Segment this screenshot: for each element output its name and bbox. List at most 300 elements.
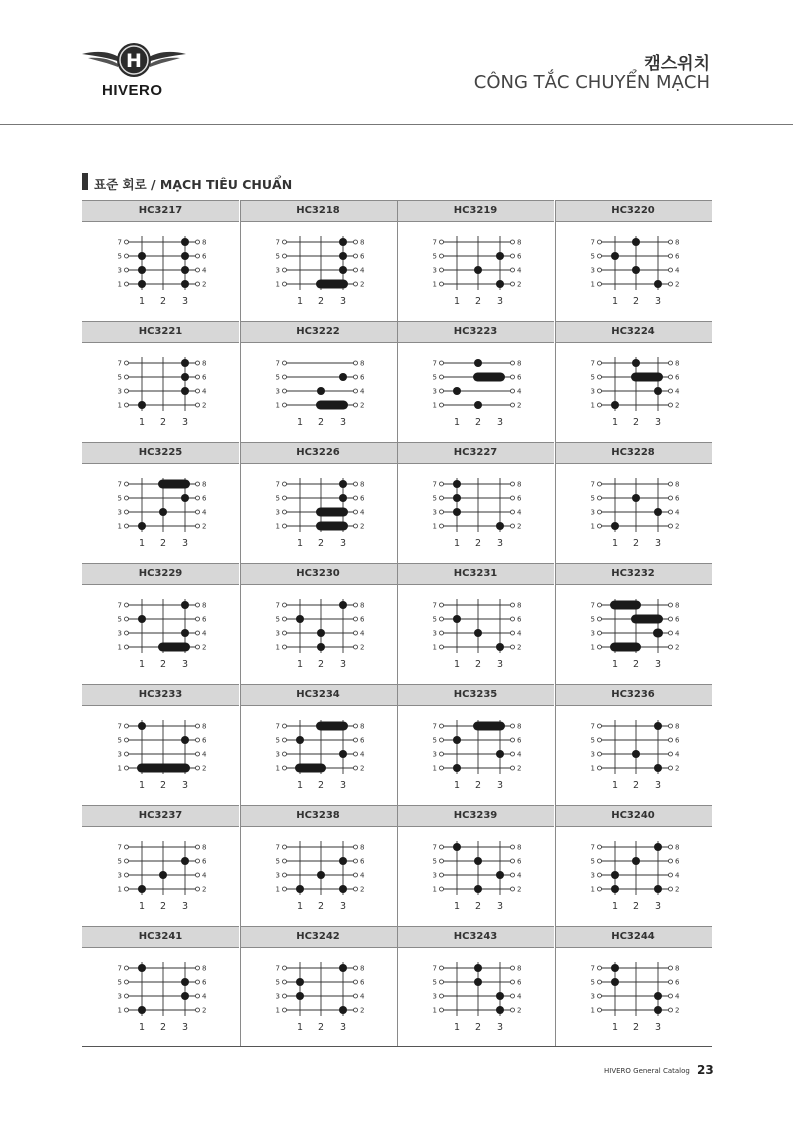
- position-number: 2: [159, 417, 167, 428]
- contact-dot: [181, 494, 189, 502]
- contact-bridge: [631, 615, 663, 624]
- terminal-number-right: 2: [674, 401, 679, 410]
- terminal-left: [597, 510, 601, 514]
- terminal-number-left: 1: [590, 885, 595, 894]
- circuit-code: HC3242: [240, 926, 397, 948]
- terminal-right: [668, 873, 672, 877]
- contact-dot: [496, 643, 504, 651]
- terminal-left: [597, 361, 601, 365]
- terminal-number-left: 1: [590, 280, 595, 289]
- terminal-number-right: 8: [202, 843, 207, 852]
- terminal-number-right: 4: [202, 871, 207, 880]
- terminal-number-left: 5: [275, 978, 280, 987]
- position-number: 1: [138, 417, 146, 428]
- contact-dot: [339, 252, 347, 260]
- terminal-left: [282, 645, 286, 649]
- terminal-left: [597, 994, 601, 998]
- position-number: 3: [654, 780, 661, 791]
- terminal-number-left: 1: [117, 764, 122, 773]
- position-number: 1: [138, 1022, 146, 1033]
- terminal-right: [196, 859, 200, 863]
- circuit-diagram: [555, 464, 712, 563]
- contact-bridge: [316, 508, 348, 517]
- terminal-left: [282, 724, 286, 728]
- contact-dot: [496, 1006, 504, 1014]
- terminal-number-left: 5: [275, 857, 280, 866]
- position-number: 1: [296, 1022, 303, 1033]
- terminal-number-right: 2: [359, 522, 364, 531]
- terminal-number-left: 5: [275, 736, 280, 745]
- terminal-number-left: 1: [275, 401, 280, 410]
- terminal-left: [125, 254, 129, 258]
- terminal-left: [125, 496, 129, 500]
- terminal-right: [196, 724, 200, 728]
- terminal-right: [196, 1008, 200, 1012]
- contact-dot: [296, 885, 304, 893]
- position-number: 3: [654, 296, 661, 307]
- terminal-number-right: 6: [674, 857, 679, 866]
- terminal-number-left: 3: [117, 629, 122, 638]
- terminal-number-right: 8: [202, 601, 207, 610]
- terminal-left: [440, 254, 444, 258]
- position-number: 1: [453, 901, 461, 912]
- terminal-right: [196, 873, 200, 877]
- circuit-diagram-svg: [555, 948, 712, 1047]
- column-separator: [555, 200, 556, 1046]
- terminal-number-right: 4: [359, 387, 364, 396]
- contact-dot: [496, 280, 504, 288]
- circuit-cell: [555, 805, 712, 926]
- contact-dot: [181, 266, 189, 274]
- circuit-code: HC3229: [82, 563, 239, 585]
- terminal-number-left: 3: [117, 508, 122, 517]
- terminal-left: [440, 966, 444, 970]
- circuit-code: HC3237: [82, 805, 239, 827]
- terminal-left: [125, 859, 129, 863]
- terminal-right: [196, 524, 200, 528]
- circuit-cell: [240, 684, 397, 805]
- terminal-number-right: 8: [202, 722, 207, 731]
- circuit-code: HC3218: [240, 200, 397, 222]
- circuit-code: HC3236: [555, 684, 712, 706]
- circuit-diagram: [397, 464, 554, 563]
- terminal-left: [282, 966, 286, 970]
- terminal-left: [440, 403, 444, 407]
- terminal-number-left: 1: [432, 522, 437, 531]
- circuit-code: HC3228: [555, 442, 712, 464]
- terminal-number-right: 8: [517, 601, 522, 610]
- terminal-number-left: 3: [590, 387, 595, 396]
- circuit-code: HC3240: [555, 805, 712, 827]
- terminal-right: [511, 254, 515, 258]
- position-number: 2: [474, 417, 482, 428]
- terminal-number-right: 4: [202, 266, 207, 275]
- circuit-cell: [82, 200, 239, 321]
- terminal-right: [668, 631, 672, 635]
- circuit-diagram-svg: [555, 706, 712, 805]
- terminal-left: [282, 482, 286, 486]
- circuit-diagram: [555, 948, 712, 1047]
- position-number: 1: [138, 780, 146, 791]
- contact-dot: [138, 280, 146, 288]
- terminal-left: [125, 375, 129, 379]
- contact-dot: [296, 736, 304, 744]
- terminal-right: [353, 240, 357, 244]
- position-number: 3: [181, 296, 189, 307]
- terminal-number-right: 2: [359, 1006, 364, 1015]
- contact-bridge: [316, 722, 348, 731]
- terminal-left: [440, 631, 444, 635]
- terminal-right: [668, 1008, 672, 1012]
- section-title: 표준 회로 / MẠCH TIÊU CHUẨN: [94, 177, 293, 192]
- terminal-right: [196, 887, 200, 891]
- terminal-number-left: 3: [275, 992, 280, 1001]
- terminal-right: [353, 994, 357, 998]
- column-separator: [397, 200, 398, 1046]
- terminal-right: [668, 482, 672, 486]
- terminal-right: [353, 738, 357, 742]
- terminal-number-left: 7: [590, 843, 595, 852]
- circuit-cell: [397, 200, 554, 321]
- footer-catalog-name: HIVERO General Catalog: [604, 1067, 690, 1075]
- terminal-left: [440, 645, 444, 649]
- terminal-number-right: 6: [359, 978, 364, 987]
- circuit-cell: [555, 442, 712, 563]
- terminal-left: [440, 375, 444, 379]
- terminal-number-right: 2: [359, 764, 364, 773]
- terminal-number-right: 6: [517, 252, 522, 261]
- position-number: 1: [611, 901, 618, 912]
- contact-dot: [632, 857, 640, 865]
- terminal-left: [440, 738, 444, 742]
- terminal-left: [282, 254, 286, 258]
- terminal-number-right: 2: [359, 401, 364, 410]
- terminal-left: [440, 361, 444, 365]
- terminal-number-left: 3: [432, 750, 437, 759]
- terminal-left: [282, 845, 286, 849]
- position-number: 3: [496, 901, 504, 912]
- contact-dot: [496, 992, 504, 1000]
- terminal-right: [196, 845, 200, 849]
- circuit-cell: [240, 442, 397, 563]
- circuit-diagram-svg: [397, 827, 554, 926]
- contact-dot: [339, 266, 347, 274]
- position-number: 3: [339, 417, 346, 428]
- contact-dot: [474, 401, 482, 409]
- terminal-number-right: 4: [517, 750, 522, 759]
- terminal-left: [597, 375, 601, 379]
- terminal-right: [668, 254, 672, 258]
- circuit-diagram: [82, 464, 239, 563]
- terminal-left: [282, 617, 286, 621]
- terminal-right: [196, 510, 200, 514]
- contact-dot: [611, 522, 619, 530]
- column-separator: [240, 200, 241, 1046]
- terminal-right: [511, 268, 515, 272]
- terminal-number-left: 3: [590, 266, 595, 275]
- position-number: 2: [474, 538, 482, 549]
- contact-dot: [611, 252, 619, 260]
- terminal-number-right: 4: [674, 629, 679, 638]
- terminal-left: [282, 873, 286, 877]
- contact-dot: [296, 992, 304, 1000]
- terminal-number-right: 4: [359, 629, 364, 638]
- terminal-left: [440, 724, 444, 728]
- circuit-code: HC3244: [555, 926, 712, 948]
- terminal-number-right: 8: [674, 359, 679, 368]
- contact-dot: [138, 522, 146, 530]
- terminal-right: [353, 375, 357, 379]
- terminal-number-left: 3: [432, 629, 437, 638]
- position-number: 3: [654, 1022, 661, 1033]
- section-marker: [82, 173, 88, 190]
- terminal-number-left: 5: [432, 736, 437, 745]
- terminal-number-left: 1: [590, 764, 595, 773]
- contact-dot: [339, 1006, 347, 1014]
- circuit-cell: [397, 684, 554, 805]
- contact-bridge: [158, 643, 190, 652]
- terminal-number-right: 4: [674, 266, 679, 275]
- terminal-number-left: 7: [117, 480, 122, 489]
- circuit-diagram-svg: [82, 706, 239, 805]
- contact-dot: [654, 722, 662, 730]
- terminal-right: [353, 403, 357, 407]
- terminal-number-left: 1: [275, 1006, 280, 1015]
- terminal-right: [511, 752, 515, 756]
- terminal-number-left: 7: [590, 722, 595, 731]
- terminal-number-right: 4: [359, 750, 364, 759]
- contact-dot: [339, 885, 347, 893]
- position-number: 3: [181, 417, 189, 428]
- terminal-left: [597, 645, 601, 649]
- terminal-number-right: 8: [202, 480, 207, 489]
- circuit-cell: [555, 321, 712, 442]
- position-number: 2: [632, 1022, 639, 1033]
- terminal-number-right: 2: [674, 280, 679, 289]
- terminal-number-right: 2: [359, 885, 364, 894]
- page-number: 23: [697, 1063, 714, 1077]
- terminal-left: [282, 887, 286, 891]
- circuit-diagram: [555, 827, 712, 926]
- terminal-number-left: 5: [275, 494, 280, 503]
- terminal-number-left: 5: [117, 615, 122, 624]
- terminal-right: [511, 724, 515, 728]
- terminal-right: [668, 375, 672, 379]
- terminal-number-left: 7: [432, 964, 437, 973]
- terminal-number-left: 7: [117, 843, 122, 852]
- position-number: 2: [632, 659, 639, 670]
- terminal-right: [668, 603, 672, 607]
- terminal-number-right: 8: [359, 480, 364, 489]
- position-number: 1: [138, 296, 146, 307]
- terminal-right: [668, 738, 672, 742]
- terminal-left: [597, 873, 601, 877]
- terminal-left: [125, 966, 129, 970]
- terminal-number-right: 6: [359, 252, 364, 261]
- circuit-cell: [397, 563, 554, 684]
- terminal-number-right: 2: [202, 280, 207, 289]
- contact-bridge: [316, 280, 348, 289]
- contact-dot: [654, 764, 662, 772]
- contact-dot: [453, 387, 461, 395]
- terminal-number-right: 6: [674, 373, 679, 382]
- circuit-diagram-svg: [82, 827, 239, 926]
- position-number: 1: [453, 1022, 461, 1033]
- terminal-number-left: 3: [117, 266, 122, 275]
- circuit-cell: [397, 805, 554, 926]
- terminal-right: [196, 966, 200, 970]
- terminal-number-right: 4: [674, 871, 679, 880]
- position-number: 1: [611, 417, 618, 428]
- circuit-diagram: [397, 827, 554, 926]
- terminal-right: [353, 389, 357, 393]
- contact-dot: [181, 629, 189, 637]
- terminal-right: [511, 389, 515, 393]
- circuit-code: HC3235: [397, 684, 554, 706]
- terminal-number-right: 4: [359, 871, 364, 880]
- terminal-number-right: 4: [359, 992, 364, 1001]
- terminal-number-left: 1: [590, 522, 595, 531]
- terminal-right: [353, 645, 357, 649]
- terminal-right: [511, 738, 515, 742]
- terminal-number-right: 2: [202, 764, 207, 773]
- terminal-left: [282, 496, 286, 500]
- circuit-code: HC3238: [240, 805, 397, 827]
- terminal-number-right: 2: [517, 643, 522, 652]
- terminal-left: [440, 496, 444, 500]
- contact-dot: [339, 238, 347, 246]
- position-number: 1: [611, 1022, 618, 1033]
- position-number: 1: [453, 538, 461, 549]
- terminal-right: [353, 282, 357, 286]
- position-number: 2: [317, 901, 324, 912]
- contact-dot: [339, 601, 347, 609]
- circuit-diagram-svg: [82, 222, 239, 321]
- contact-dot: [654, 280, 662, 288]
- position-number: 3: [654, 538, 661, 549]
- terminal-right: [353, 1008, 357, 1012]
- contact-dot: [181, 359, 189, 367]
- terminal-right: [668, 361, 672, 365]
- contact-dot: [181, 373, 189, 381]
- terminal-left: [597, 752, 601, 756]
- terminal-number-right: 8: [359, 238, 364, 247]
- terminal-number-left: 7: [590, 238, 595, 247]
- circuit-diagram: [82, 827, 239, 926]
- terminal-number-left: 5: [590, 615, 595, 624]
- terminal-left: [125, 617, 129, 621]
- terminal-right: [511, 845, 515, 849]
- position-number: 2: [317, 538, 324, 549]
- position-number: 2: [159, 901, 167, 912]
- terminal-right: [196, 389, 200, 393]
- contact-dot: [632, 494, 640, 502]
- terminal-number-left: 3: [275, 266, 280, 275]
- terminal-left: [440, 268, 444, 272]
- terminal-number-left: 5: [590, 978, 595, 987]
- terminal-number-left: 3: [432, 266, 437, 275]
- circuit-diagram: [240, 948, 397, 1047]
- contact-dot: [181, 992, 189, 1000]
- terminal-left: [597, 282, 601, 286]
- position-number: 3: [496, 296, 504, 307]
- terminal-number-left: 7: [275, 964, 280, 973]
- terminal-right: [353, 496, 357, 500]
- terminal-number-left: 3: [590, 750, 595, 759]
- contact-dot: [138, 964, 146, 972]
- terminal-left: [597, 966, 601, 970]
- circuit-code: HC3230: [240, 563, 397, 585]
- contact-dot: [611, 964, 619, 972]
- terminal-right: [668, 240, 672, 244]
- terminal-right: [196, 752, 200, 756]
- circuit-diagram: [397, 706, 554, 805]
- terminal-left: [597, 980, 601, 984]
- terminal-number-right: 8: [517, 843, 522, 852]
- terminal-number-left: 5: [590, 252, 595, 261]
- circuit-diagram: [240, 827, 397, 926]
- terminal-right: [353, 859, 357, 863]
- terminal-right: [668, 645, 672, 649]
- position-number: 1: [611, 780, 618, 791]
- circuit-code: HC3224: [555, 321, 712, 343]
- terminal-number-right: 2: [517, 1006, 522, 1015]
- terminal-left: [125, 603, 129, 607]
- terminal-right: [196, 645, 200, 649]
- terminal-number-right: 6: [202, 857, 207, 866]
- terminal-right: [353, 603, 357, 607]
- terminal-number-right: 2: [517, 401, 522, 410]
- position-number: 1: [611, 296, 618, 307]
- terminal-number-right: 6: [517, 373, 522, 382]
- circuit-cell: [397, 926, 554, 1047]
- contact-dot: [611, 401, 619, 409]
- terminal-left: [597, 240, 601, 244]
- terminal-left: [597, 1008, 601, 1012]
- terminal-left: [125, 724, 129, 728]
- contact-dot: [474, 629, 482, 637]
- position-number: 2: [474, 901, 482, 912]
- terminal-left: [125, 645, 129, 649]
- terminal-number-left: 5: [117, 736, 122, 745]
- terminal-left: [282, 375, 286, 379]
- terminal-number-right: 6: [202, 494, 207, 503]
- position-number: 1: [611, 659, 618, 670]
- circuit-diagram: [240, 222, 397, 321]
- circuit-cell: [240, 321, 397, 442]
- page-title-vietnamese: CÔNG TẮC CHUYỂN MẠCH: [473, 72, 710, 93]
- terminal-number-left: 1: [117, 522, 122, 531]
- terminal-right: [668, 994, 672, 998]
- circuit-code: HC3227: [397, 442, 554, 464]
- terminal-left: [597, 617, 601, 621]
- terminal-right: [196, 980, 200, 984]
- contact-dot: [474, 359, 482, 367]
- terminal-number-left: 5: [117, 252, 122, 261]
- terminal-number-right: 4: [359, 266, 364, 275]
- circuit-diagram-svg: [240, 222, 397, 321]
- terminal-left: [440, 240, 444, 244]
- circuit-diagram: [240, 585, 397, 684]
- circuit-code: HC3234: [240, 684, 397, 706]
- terminal-right: [353, 361, 357, 365]
- contact-dot: [632, 359, 640, 367]
- terminal-number-left: 1: [275, 280, 280, 289]
- circuit-diagram: [82, 343, 239, 442]
- terminal-number-right: 6: [359, 736, 364, 745]
- terminal-right: [668, 724, 672, 728]
- circuit-diagram: [240, 706, 397, 805]
